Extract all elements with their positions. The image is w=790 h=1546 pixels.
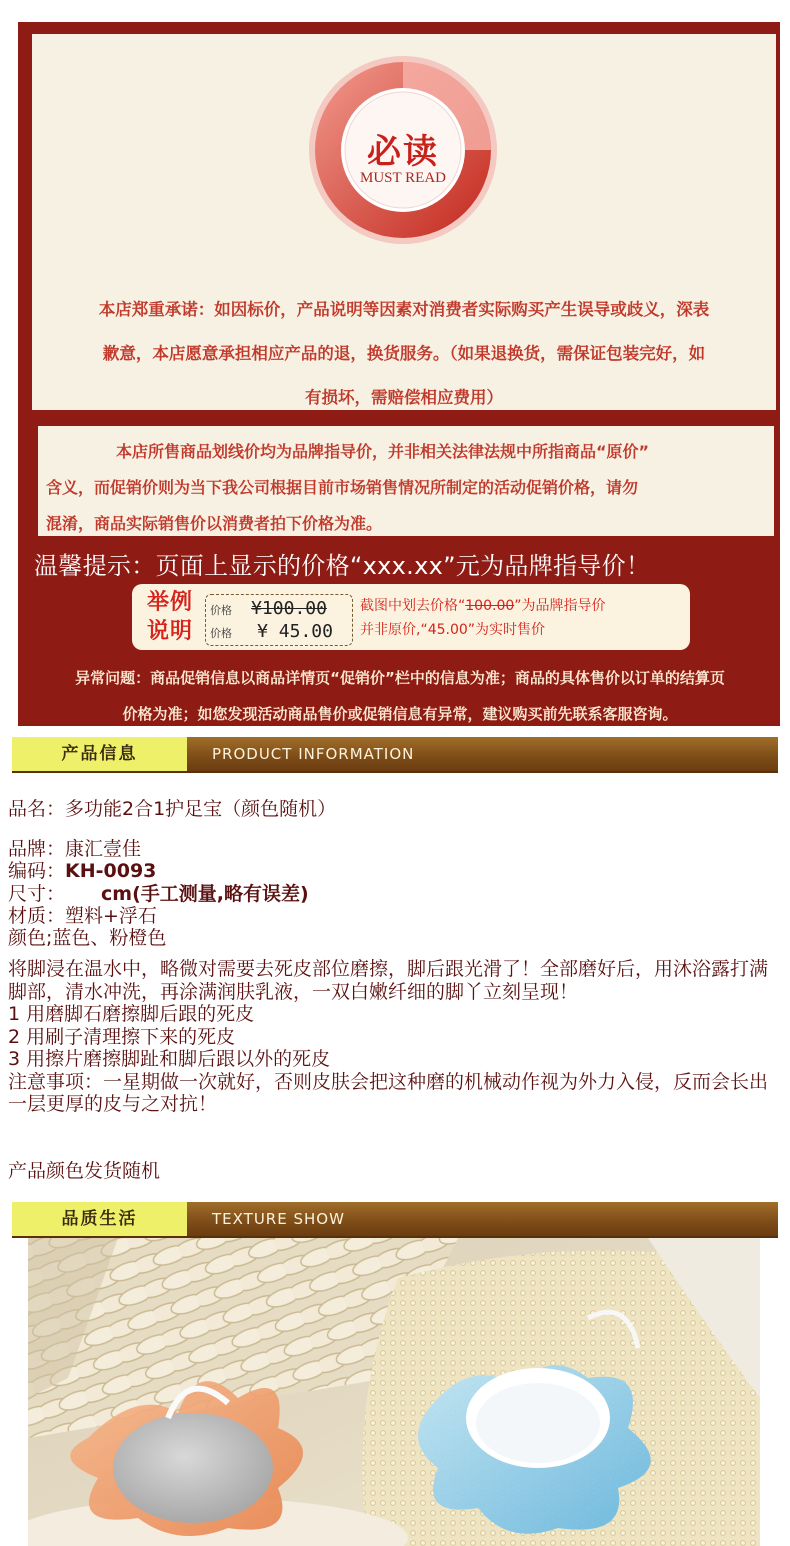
section-title-en: TEXTURE SHOW	[212, 1210, 345, 1228]
promise-line: 本店郑重承诺：如因标价，产品说明等因素对消费者实际购买产生误导或歧义，深表	[98, 300, 710, 319]
price-tags	[205, 594, 353, 646]
price-tag-strike	[210, 598, 327, 619]
price-tag-label: 价格	[210, 604, 232, 617]
example-title	[140, 588, 200, 646]
caution-paragraph: 注意事项：一星期做一次就好，否则皮肤会把这种磨的机械动作视为外力入侵，反而会长出一层更厚的皮与之对抗！	[8, 1070, 769, 1115]
texture-show-header	[12, 1202, 778, 1238]
section-title-cn: 品质生活	[12, 1202, 187, 1236]
product-code: 编码：KH-0093	[8, 860, 157, 882]
abnormal-line: 异常问题：商品促销信息以商品详情页“促销价”栏中的信息为准；商品的具体售价以订单的结算页	[75, 669, 725, 687]
must-read-title: 必读	[367, 132, 439, 172]
price-tip: 温馨提示：页面上显示的价格“xxx.xx”元为品牌指导价！	[34, 552, 651, 580]
example-description	[360, 594, 606, 642]
list-price: ¥100.00	[251, 598, 327, 619]
example-title-line: 说明	[146, 619, 193, 644]
section-title-en: PRODUCT INFORMATION	[212, 745, 415, 763]
product-color: 颜色;蓝色、粉橙色	[8, 927, 167, 949]
color-note: 产品颜色发货随机	[8, 1160, 161, 1182]
policy-line: 含义，而促销价则为当下我公司根据目前市场销售情况所制定的活动促销价格，请勿	[46, 478, 639, 497]
price-tag-sale	[210, 621, 333, 642]
product-photo	[28, 1238, 760, 1546]
product-info-header	[12, 737, 778, 773]
promise-line: 有损坏，需赔偿相应费用）	[305, 388, 503, 407]
description-paragraph: 将脚浸在温水中，略微对需要去死皮部位磨擦，脚后跟光滑了！全部磨好后，用沐浴露打满脚部，清水冲洗，再涂满润肤乳液，一双白嫩纤细的脚丫立刻呈现！	[8, 958, 769, 1003]
must-read-subtitle: MUST READ	[360, 170, 446, 186]
product-brand: 品牌：康汇壹佳	[8, 838, 142, 860]
product-material: 材质：塑料+浮石	[8, 905, 157, 927]
step-item: 3 用擦片磨擦脚趾和脚后跟以外的死皮	[8, 1048, 331, 1070]
product-name: 品名：多功能2合1护足宝（颜色随机）	[8, 798, 337, 820]
promise-line: 歉意，本店愿意承担相应产品的退，换货服务。（如果退换货，需保证包装完好，如	[102, 344, 706, 363]
section-title-cn: 产品信息	[12, 737, 187, 771]
price-tag-label: 价格	[210, 627, 232, 640]
price-policy-text	[46, 434, 766, 542]
product-size: 尺寸： cm(手工测量,略有误差)	[8, 883, 309, 905]
product-description	[8, 958, 784, 1116]
example-desc-line1: 截图中划去价格“100.00”为品牌指导价	[360, 598, 606, 614]
policy-line: 本店所售商品划线价均为品牌指导价，并非相关法律法规中所指商品“原价”	[116, 442, 650, 461]
abnormal-line: 价格为准；如您发现活动商品售价或促销信息有异常，建议购买前先联系客服咨询。	[122, 705, 678, 723]
sale-price: ¥ 45.00	[257, 621, 333, 642]
example-desc-line2: 并非原价,“45.00”为实时售价	[360, 622, 546, 638]
example-title-line: 举例	[146, 590, 193, 615]
step-item: 2 用刷子清理擦下来的死皮	[8, 1025, 236, 1048]
policy-line: 混淆，商品实际销售价以消费者拍下价格为准。	[46, 514, 383, 533]
abnormal-notice	[30, 660, 770, 732]
step-item: 1 用磨脚石磨擦脚后跟的死皮	[8, 1003, 255, 1025]
promise-text	[40, 288, 768, 420]
